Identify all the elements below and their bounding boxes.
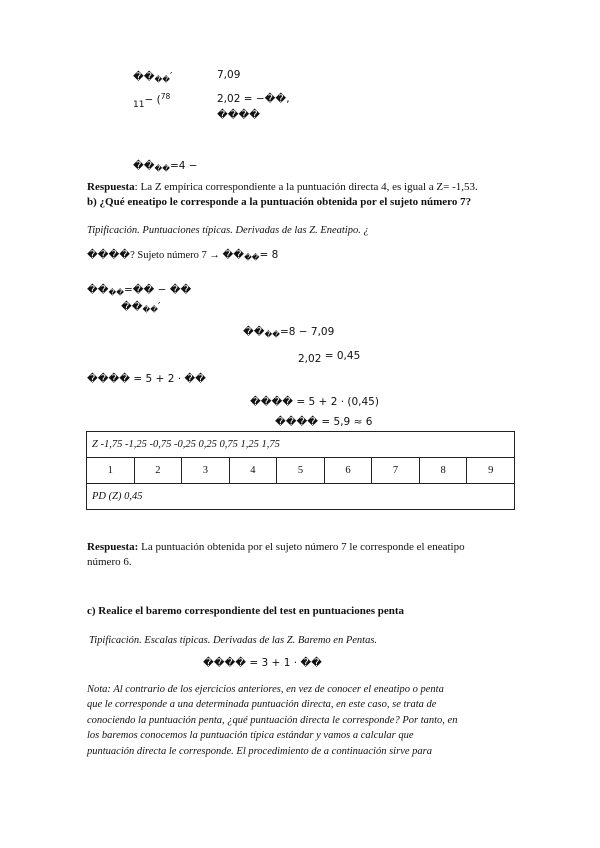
eneatipo-cell: 1	[87, 458, 135, 484]
respuesta-b-line2: número 6.	[87, 556, 132, 568]
section-b-topic: Tipificación. Puntuaciones típicas. Derivadas de las Z. Eneatipo. ¿	[87, 225, 369, 236]
formula-top-line3: ����=4 −	[133, 160, 198, 173]
section-c-topic: Tipificación. Escalas típicas. Derivadas de las Z. Baremo en Pentas.	[89, 635, 378, 646]
formula-top-mean: 7,09	[217, 69, 241, 81]
eneatipo-cell: 8	[419, 458, 467, 484]
eneatipo-cell: 3	[182, 458, 230, 484]
note-line-1: Nota: Al contrario de los ejercicios anteriores, en vez de conocer el eneatipo o penta	[87, 684, 444, 695]
formula-c1: ���� = 3 + 1 · ��	[203, 657, 322, 669]
formula-b1-denominator: ����′	[121, 301, 161, 314]
formula-top-lhs: ����′	[133, 71, 173, 84]
pd-cell: PD (Z) 0,45	[87, 484, 515, 510]
eneatipo-cell: 6	[324, 458, 372, 484]
formula-b5: ���� = 5 + 2 · (0,45)	[250, 396, 379, 408]
note-line-5: puntuación directa le corresponde. El procedimiento de a continuación sirve para	[87, 746, 432, 757]
eneatipo-table	[86, 431, 515, 510]
z-values-cell: Z -1,75 -1,25 -0,75 -0,25 0,25 0,75 1,25 1,75	[87, 432, 515, 458]
note-line-3: conociendo la puntuación penta, ¿qué puntuación directa le corresponde? Por tanto, en	[87, 715, 458, 726]
section-b-question: ����? Sujeto número 7 → ����= 8	[87, 249, 279, 262]
formula-b1: ����=�� − ��	[87, 284, 192, 297]
eneatipo-cell: 5	[277, 458, 325, 484]
table-row-z	[87, 432, 515, 458]
formula-top-n: 11− ($^{78}$	[133, 92, 171, 110]
section-b-heading: b) ¿Qué eneatipo le corresponde a la puntuación obtenida por el sujeto número 7?	[87, 196, 472, 208]
table-row-eneatipos	[87, 458, 515, 484]
formula-b6: ���� = 5,9 ≈ 6	[275, 416, 373, 428]
eneatipo-cell: 7	[372, 458, 420, 484]
respuesta-b: Respuesta: La puntuación obtenida por el sujeto número 7 le corresponde el eneatipo	[87, 541, 465, 553]
eneatipo-cell: 9	[467, 458, 515, 484]
formula-b2: ����=8 − 7,09	[243, 326, 335, 339]
formula-b4: ���� = 5 + 2 · ��	[87, 373, 206, 385]
formula-b3: 2,02 = 0,45	[298, 350, 361, 365]
formula-top-sd: 2,02 = −��,	[217, 93, 290, 105]
note-line-2: que le corresponde a una determinada puntuación directa, en este caso, se trata de	[87, 699, 437, 710]
respuesta-a: Respuesta: La Z empírica correspondiente a la puntuación directa 4, es igual a Z= -1,53.	[87, 181, 478, 193]
note-line-4: los baremos conocemos la puntuación típica estándar y vamos a calcular que	[87, 730, 414, 741]
table-row-pd	[87, 484, 515, 510]
eneatipo-cell: 4	[229, 458, 277, 484]
formula-top-symbol: ����	[217, 109, 261, 121]
section-c-heading: c) Realice el baremo correspondiente del test en puntuaciones penta	[87, 605, 405, 617]
eneatipo-cell: 2	[134, 458, 182, 484]
